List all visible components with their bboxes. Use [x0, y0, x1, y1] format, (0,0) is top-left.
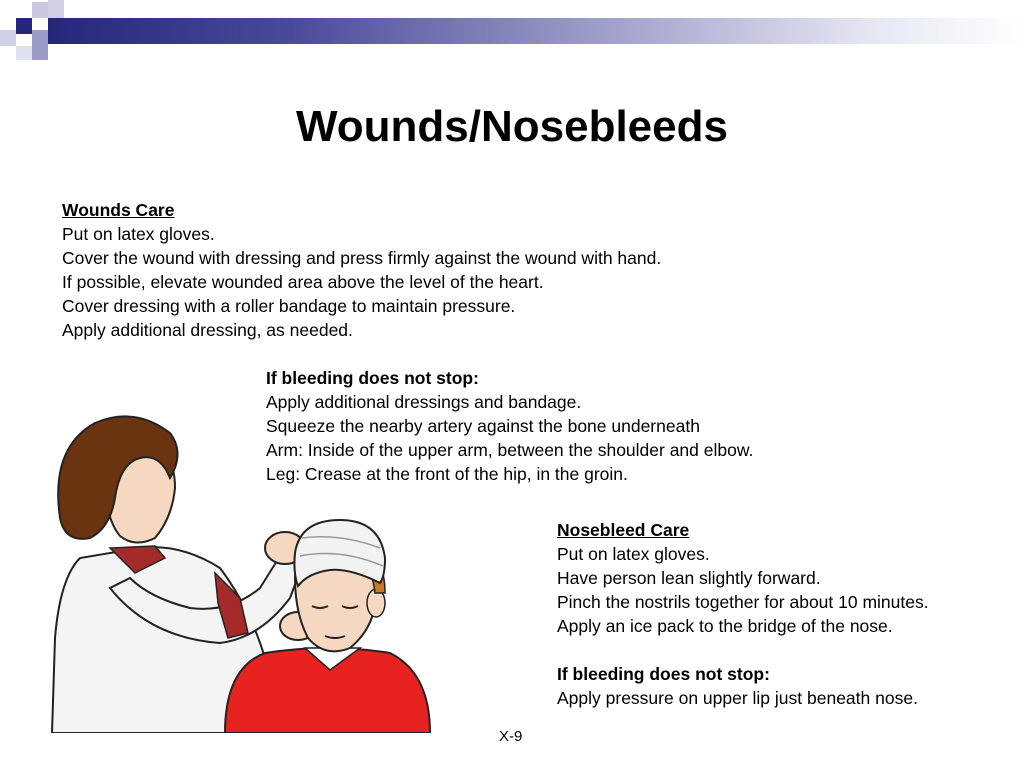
- section-heading: Wounds Care: [62, 200, 175, 220]
- step-text: Leg: Crease at the front of the hip, in the groin.: [266, 464, 628, 484]
- step-text: Apply additional dressing, as needed.: [62, 320, 353, 340]
- step-text: Apply pressure on upper lip just beneath nose.: [557, 688, 918, 708]
- step-text: If possible, elevate wounded area above the level of the heart.: [62, 272, 544, 292]
- decor-square: [32, 30, 48, 46]
- decor-square: [16, 46, 32, 60]
- step-text: Arm: Inside of the upper arm, between the shoulder and elbow.: [266, 440, 754, 460]
- step-text: Squeeze the nearby artery against the bone underneath: [266, 416, 700, 436]
- step-text: Pinch the nostrils together for about 10 minutes.: [557, 592, 929, 612]
- step-text: Cover the wound with dressing and press firmly against the wound with hand.: [62, 248, 662, 268]
- decor-square: [32, 2, 48, 18]
- decor-square: [32, 46, 48, 60]
- step-text: Apply an ice pack to the bridge of the nose.: [557, 616, 893, 636]
- decor-square: [48, 0, 64, 18]
- section-heading: Nosebleed Care: [557, 520, 690, 540]
- wounds-care-section: [62, 198, 661, 342]
- header-decoration: [0, 0, 1024, 64]
- section-heading: If bleeding does not stop:: [557, 664, 770, 684]
- nosebleed-bleeding-section: [557, 662, 918, 710]
- first-aid-illustration: [50, 408, 440, 733]
- step-text: Apply additional dressings and bandage.: [266, 392, 582, 412]
- step-text: Put on latex gloves.: [62, 224, 215, 244]
- header-gradient-bar: [48, 18, 1024, 44]
- decor-square: [16, 18, 32, 34]
- slide-title: Wounds/Nosebleeds: [296, 102, 728, 151]
- step-text: Cover dressing with a roller bandage to maintain pressure.: [62, 296, 516, 316]
- nosebleed-care-section: [557, 518, 929, 638]
- step-text: Have person lean slightly forward.: [557, 568, 821, 588]
- decor-square: [0, 30, 16, 46]
- slide-number: X-9: [499, 728, 523, 745]
- step-text: Put on latex gloves.: [557, 544, 710, 564]
- section-heading: If bleeding does not stop:: [266, 368, 479, 388]
